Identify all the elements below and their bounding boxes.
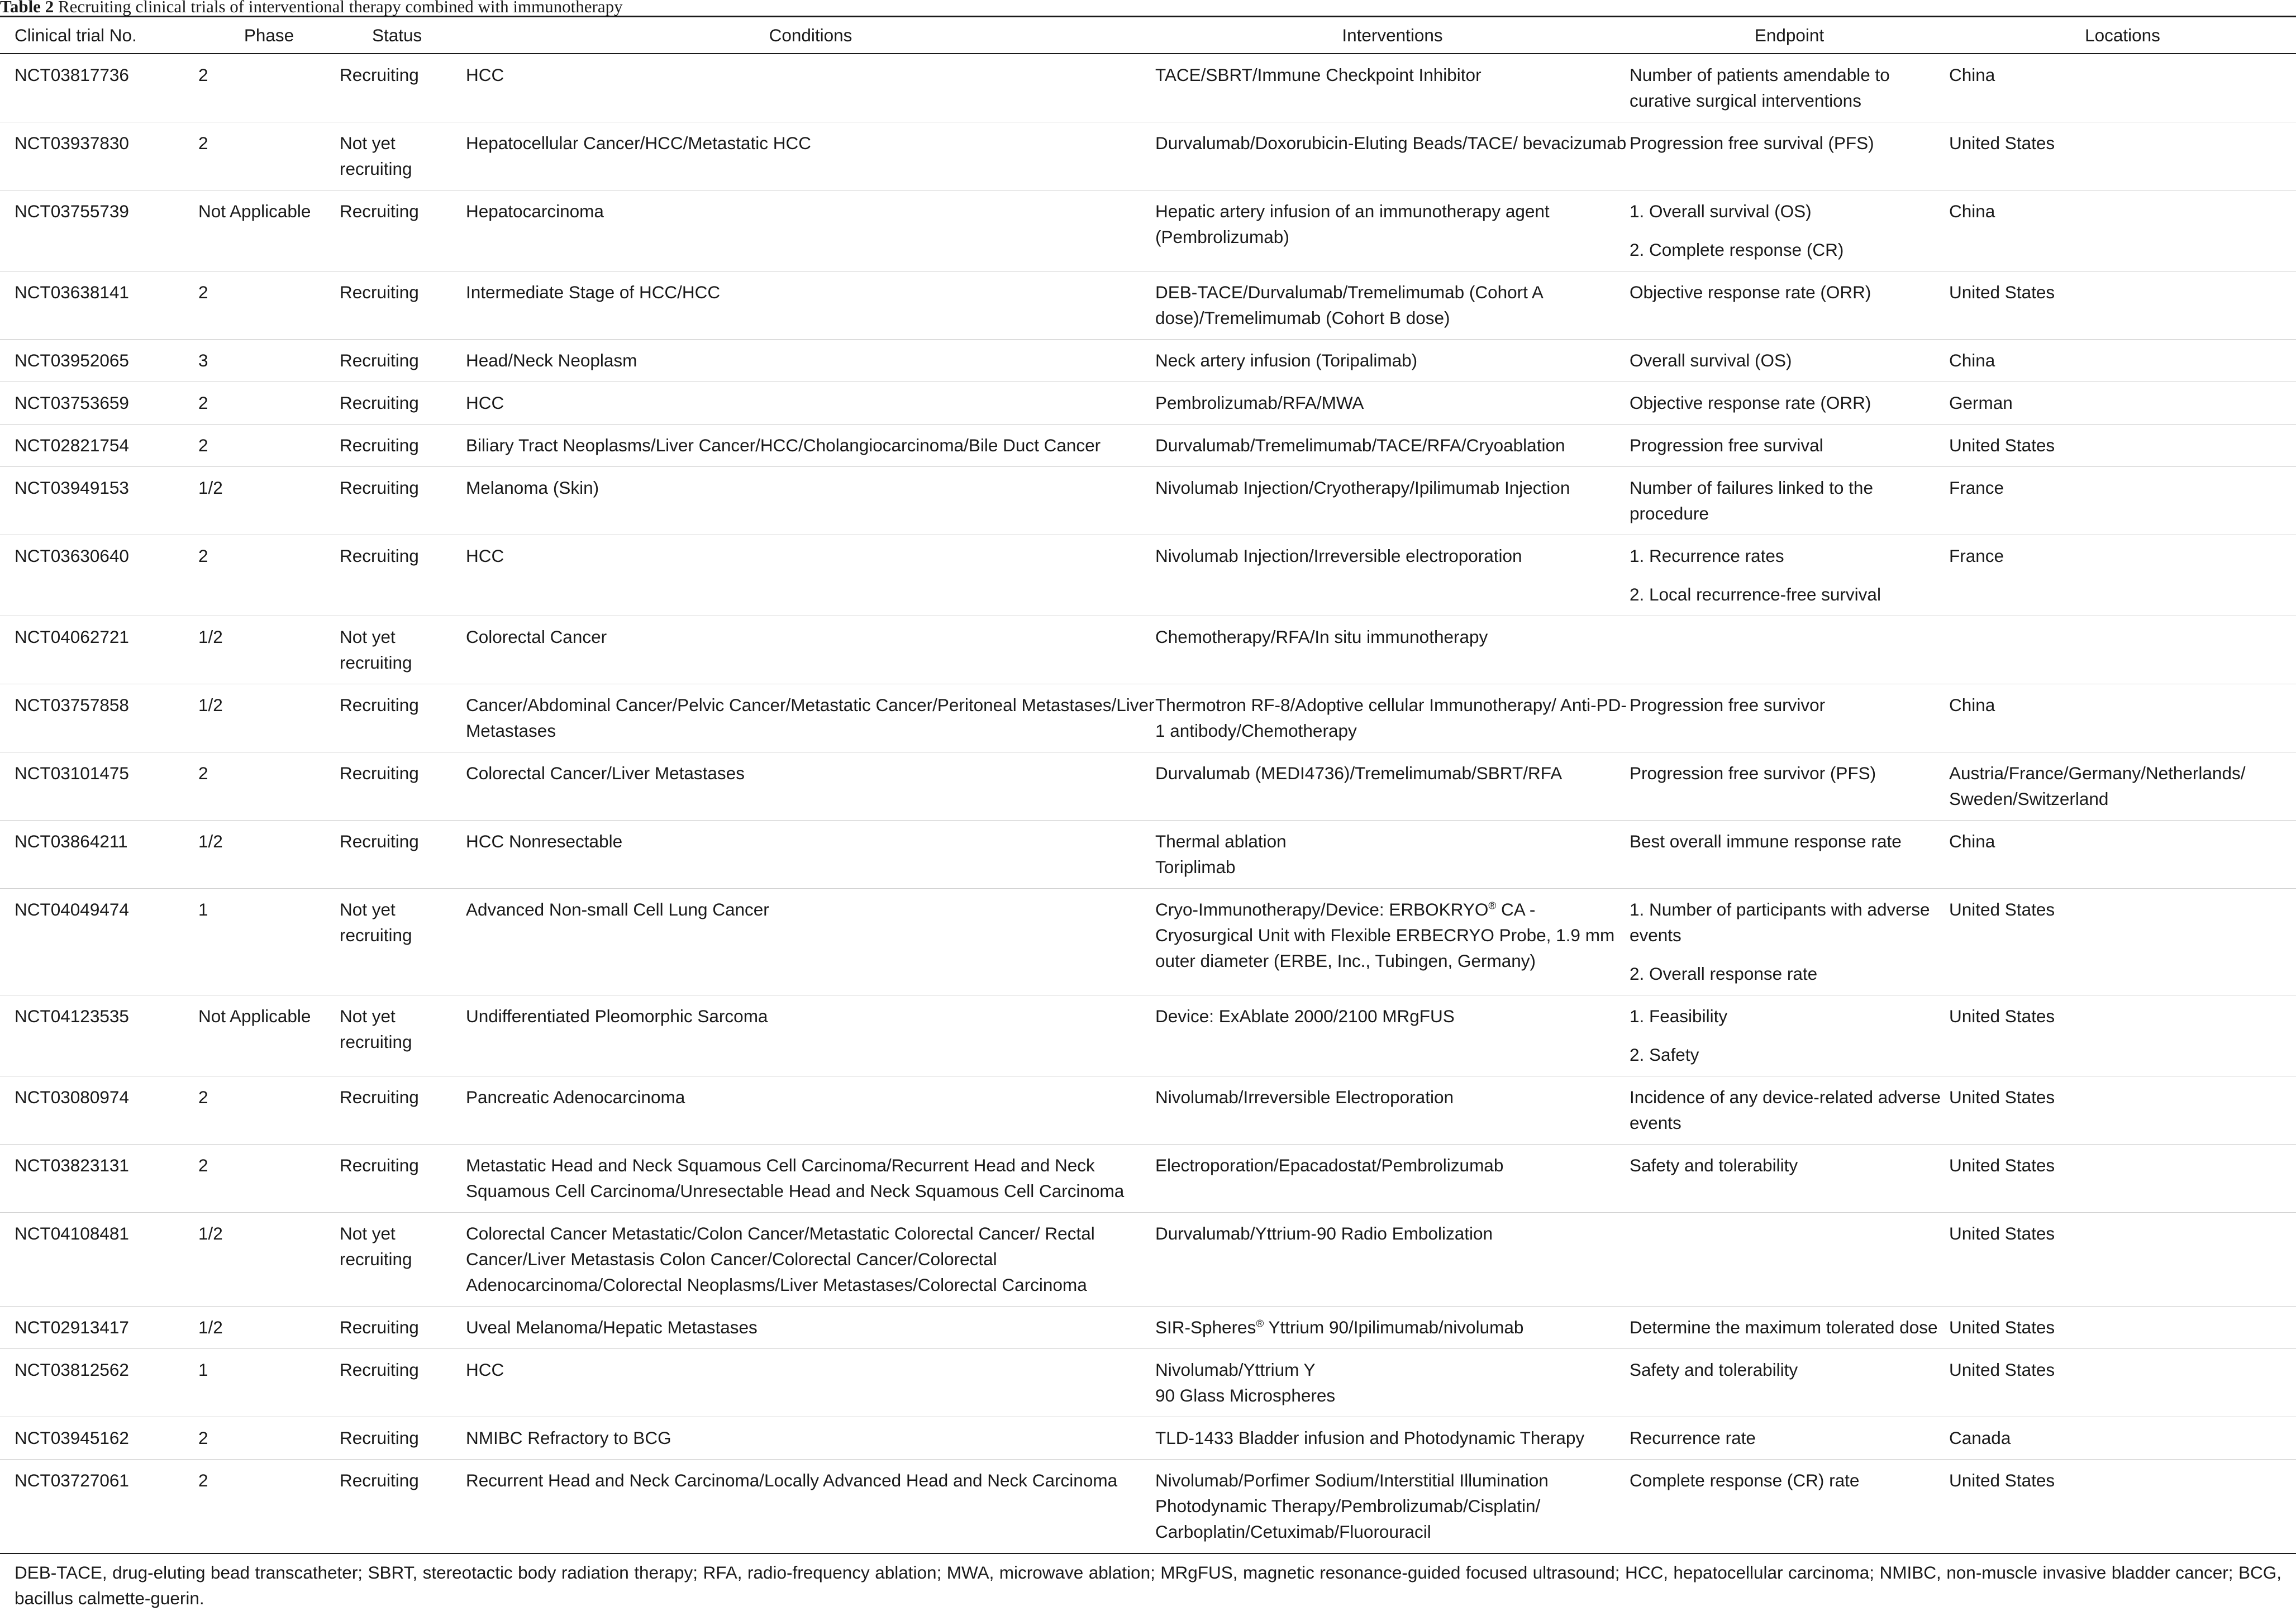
endpoint-item: Complete response (CR) rate (1630, 1470, 1860, 1490)
status-cell: Recruiting (340, 752, 466, 821)
trial-number-cell: NCT03755739 (0, 190, 198, 271)
phase-cell: 2 (198, 271, 340, 340)
registered-mark: ® (1256, 1318, 1264, 1330)
interventions-cell (1155, 190, 1630, 271)
conditions-cell: Hepatocellular Cancer/HCC/Metastatic HCC (466, 122, 1155, 190)
table-row (0, 122, 2296, 190)
status-cell: Recruiting (340, 821, 466, 889)
conditions-cell: Hepatocarcinoma (466, 190, 1155, 271)
interventions-cell (1155, 821, 1630, 889)
endpoint-item: Progression free survival (1630, 435, 1823, 455)
conditions-cell: Colorectal Cancer/Liver Metastases (466, 752, 1155, 821)
locations-cell: China (1949, 190, 2296, 271)
endpoint-cell (1630, 1076, 1949, 1145)
endpoint-cell (1630, 752, 1949, 821)
status-cell: Recruiting (340, 535, 466, 616)
interventions-line: Thermotron RF-8/Adoptive cellular Immunotherapy/ Anti-PD-1 antibody/Chemotherapy (1155, 695, 1627, 741)
endpoint-cell (1630, 1213, 1949, 1307)
locations-cell (1949, 616, 2296, 684)
interventions-line: Nivolumab/Irreversible Electroporation (1155, 1087, 1454, 1107)
endpoint-item: Progression free survivor (PFS) (1630, 763, 1876, 783)
interventions-line: Toriplimab (1155, 857, 1236, 877)
locations-cell: China (1949, 340, 2296, 382)
trial-number-cell: NCT03945162 (0, 1417, 198, 1460)
endpoint-cell (1630, 1349, 1949, 1417)
status-cell: Recruiting (340, 382, 466, 425)
status-cell: Recruiting (340, 340, 466, 382)
endpoint-item: Safety and tolerability (1630, 1155, 1798, 1175)
conditions-cell: HCC (466, 535, 1155, 616)
header-endpoint: Endpoint (1630, 17, 1949, 54)
trial-number-cell: NCT04049474 (0, 889, 198, 995)
endpoint-item: Number of failures linked to the procedure (1630, 478, 1873, 523)
interventions-line: Nivolumab/Porfimer Sodium/Interstitial Illumination Photodynamic Therapy/Pembrolizumab/Cisplatin/ Carboplatin/Cetuximab/Fluorouracil (1155, 1470, 1549, 1542)
trial-number-cell: NCT03817736 (0, 54, 198, 122)
endpoint-cell (1630, 1307, 1949, 1349)
interventions-line: Durvalumab (MEDI4736)/Tremelimumab/SBRT/RFA (1155, 763, 1563, 783)
conditions-cell: Biliary Tract Neoplasms/Liver Cancer/HCC/Cholangiocarcinoma/Bile Duct Cancer (466, 425, 1155, 467)
endpoint-cell (1630, 271, 1949, 340)
table-row (0, 1460, 2296, 1554)
endpoint-cell (1630, 54, 1949, 122)
trial-number-cell: NCT03812562 (0, 1349, 198, 1417)
endpoint-cell (1630, 821, 1949, 889)
locations-cell: United States (1949, 1349, 2296, 1417)
conditions-cell: Pancreatic Adenocarcinoma (466, 1076, 1155, 1145)
interventions-cell (1155, 616, 1630, 684)
locations-cell: China (1949, 821, 2296, 889)
status-cell: Recruiting (340, 271, 466, 340)
locations-cell: United States (1949, 1076, 2296, 1145)
conditions-cell: Intermediate Stage of HCC/HCC (466, 271, 1155, 340)
endpoint-item: 1. Feasibility (1630, 1006, 1728, 1026)
locations-cell: United States (1949, 425, 2296, 467)
phase-cell: 2 (198, 1145, 340, 1213)
table-body (0, 54, 2296, 1553)
interventions-cell (1155, 382, 1630, 425)
table-header (0, 17, 2296, 54)
status-cell: Not yet recruiting (340, 122, 466, 190)
interventions-line: Nivolumab/Yttrium Y (1155, 1360, 1316, 1380)
endpoint-item: 1. Number of participants with adverse events (1630, 899, 1930, 945)
locations-cell: United States (1949, 1460, 2296, 1554)
phase-cell: 2 (198, 535, 340, 616)
interventions-cell (1155, 1213, 1630, 1307)
interventions-line: Pembrolizumab/RFA/MWA (1155, 393, 1364, 413)
status-cell: Not yet recruiting (340, 889, 466, 995)
phase-cell: 2 (198, 752, 340, 821)
endpoint-item: 2. Safety (1630, 1045, 1699, 1065)
status-cell: Recruiting (340, 1349, 466, 1417)
conditions-cell: NMIBC Refractory to BCG (466, 1417, 1155, 1460)
table-row (0, 467, 2296, 535)
interventions-line: Durvalumab/Doxorubicin-Eluting Beads/TACE/ bevacizumab (1155, 133, 1627, 153)
interventions-line: Chemotherapy/RFA/In situ immunotherapy (1155, 627, 1488, 647)
endpoint-cell (1630, 616, 1949, 684)
header-status: Status (340, 17, 466, 54)
locations-cell: China (1949, 684, 2296, 752)
phase-cell: 1/2 (198, 684, 340, 752)
interventions-cell (1155, 889, 1630, 995)
interventions-text: Cryo-Immunotherapy/Device: ERBOKRYO (1155, 899, 1489, 919)
locations-cell: France (1949, 535, 2296, 616)
interventions-cell (1155, 425, 1630, 467)
interventions-line: DEB-TACE/Durvalumab/Tremelimumab (Cohort A dose)/Tremelimumab (Cohort B dose) (1155, 282, 1543, 328)
conditions-cell: Colorectal Cancer Metastatic/Colon Cancer/Metastatic Colorectal Cancer/ Rectal Cancer/Liver Metastasis Colon Cancer/Colorectal Cancer/Colorectal Adenocarcinoma/Colorectal Neoplasms/Liver Metastases/Colorectal Carcinoma (466, 1213, 1155, 1307)
locations-cell: German (1949, 382, 2296, 425)
endpoint-cell (1630, 340, 1949, 382)
phase-cell: 1 (198, 889, 340, 995)
endpoint-cell (1630, 467, 1949, 535)
phase-cell: 2 (198, 54, 340, 122)
trial-number-cell: NCT03630640 (0, 535, 198, 616)
phase-cell: Not Applicable (198, 190, 340, 271)
table-row (0, 752, 2296, 821)
status-cell: Recruiting (340, 1417, 466, 1460)
interventions-cell (1155, 535, 1630, 616)
table-row (0, 1349, 2296, 1417)
table-row (0, 1307, 2296, 1349)
endpoint-item: 1. Recurrence rates (1630, 546, 1784, 566)
endpoint-item: 2. Local recurrence-free survival (1630, 584, 1881, 604)
interventions-line: Nivolumab Injection/Irreversible electroporation (1155, 546, 1522, 566)
interventions-text: CA - Cryosurgical Unit with Flexible ERBECRYO Probe, 1.9 mm outer diameter (ERBE, Inc., Tubingen, Germany) (1155, 899, 1615, 971)
phase-cell: 2 (198, 122, 340, 190)
locations-cell: United States (1949, 995, 2296, 1076)
endpoint-item: Recurrence rate (1630, 1428, 1756, 1448)
interventions-cell (1155, 1417, 1630, 1460)
status-cell: Recruiting (340, 1076, 466, 1145)
phase-cell: 1/2 (198, 616, 340, 684)
endpoint-cell (1630, 889, 1949, 995)
status-cell: Recruiting (340, 425, 466, 467)
interventions-line: TACE/SBRT/Immune Checkpoint Inhibitor (1155, 65, 1482, 85)
table-row (0, 54, 2296, 122)
trial-number-cell: NCT03864211 (0, 821, 198, 889)
phase-cell: 1 (198, 1349, 340, 1417)
endpoint-item: Objective response rate (ORR) (1630, 282, 1871, 302)
interventions-cell (1155, 122, 1630, 190)
phase-cell: 2 (198, 425, 340, 467)
trial-number-cell: NCT03638141 (0, 271, 198, 340)
status-cell: Recruiting (340, 190, 466, 271)
endpoint-cell (1630, 995, 1949, 1076)
locations-cell: United States (1949, 889, 2296, 995)
endpoint-item: Progression free survivor (1630, 695, 1826, 715)
status-cell: Not yet recruiting (340, 995, 466, 1076)
interventions-line: Neck artery infusion (Toripalimab) (1155, 350, 1418, 370)
phase-cell: 2 (198, 1076, 340, 1145)
locations-cell: United States (1949, 271, 2296, 340)
conditions-cell: HCC (466, 382, 1155, 425)
table-row (0, 190, 2296, 271)
endpoint-item: Incidence of any device-related adverse events (1630, 1087, 1941, 1133)
phase-cell: 2 (198, 1460, 340, 1554)
status-cell: Not yet recruiting (340, 616, 466, 684)
interventions-cell (1155, 1145, 1630, 1213)
endpoint-item: 2. Complete response (CR) (1630, 240, 1844, 260)
status-cell: Recruiting (340, 684, 466, 752)
interventions-line: Device: ExAblate 2000/2100 MRgFUS (1155, 1006, 1455, 1026)
endpoint-item: Progression free survival (PFS) (1630, 133, 1874, 153)
table-row (0, 995, 2296, 1076)
endpoint-cell (1630, 684, 1949, 752)
status-cell: Recruiting (340, 1460, 466, 1554)
interventions-cell (1155, 1076, 1630, 1145)
locations-cell: Canada (1949, 1417, 2296, 1460)
table-caption (0, 0, 2296, 16)
locations-cell: China (1949, 54, 2296, 122)
table-row (0, 684, 2296, 752)
conditions-cell: HCC (466, 54, 1155, 122)
conditions-cell: Metastatic Head and Neck Squamous Cell Carcinoma/Recurrent Head and Neck Squamous Cell Carcinoma/Unresectable Head and Neck Squamous Cell Carcinoma (466, 1145, 1155, 1213)
header-row (0, 17, 2296, 54)
phase-cell: 3 (198, 340, 340, 382)
interventions-cell (1155, 340, 1630, 382)
registered-mark: ® (1488, 900, 1497, 912)
table-row (0, 1076, 2296, 1145)
table-row (0, 535, 2296, 616)
trial-number-cell: NCT03937830 (0, 122, 198, 190)
interventions-cell (1155, 752, 1630, 821)
interventions-cell (1155, 1349, 1630, 1417)
locations-cell: United States (1949, 1145, 2296, 1213)
conditions-cell: Cancer/Abdominal Cancer/Pelvic Cancer/Metastatic Cancer/Peritoneal Metastases/Liver Metastases (466, 684, 1155, 752)
status-cell: Recruiting (340, 467, 466, 535)
interventions-cell (1155, 1307, 1630, 1349)
interventions-cell (1155, 467, 1630, 535)
table-row (0, 616, 2296, 684)
table-row (0, 821, 2296, 889)
phase-cell: 1/2 (198, 1307, 340, 1349)
conditions-cell: Head/Neck Neoplasm (466, 340, 1155, 382)
interventions-line: Electroporation/Epacadostat/Pembrolizumab (1155, 1155, 1504, 1175)
trial-number-cell: NCT03949153 (0, 467, 198, 535)
endpoint-item: Safety and tolerability (1630, 1360, 1798, 1380)
endpoint-item: Determine the maximum tolerated dose (1630, 1317, 1938, 1337)
header-phase: Phase (198, 17, 340, 54)
table-row (0, 889, 2296, 995)
interventions-line: Hepatic artery infusion of an immunotherapy agent (Pembrolizumab) (1155, 201, 1550, 247)
endpoint-item: 2. Overall response rate (1630, 964, 1818, 984)
trial-number-cell: NCT03823131 (0, 1145, 198, 1213)
interventions-line: 90 Glass Microspheres (1155, 1385, 1336, 1405)
interventions-text: Yttrium 90/Ipilimumab/nivolumab (1264, 1317, 1524, 1337)
interventions-cell (1155, 684, 1630, 752)
conditions-cell: Recurrent Head and Neck Carcinoma/Locally Advanced Head and Neck Carcinoma (466, 1460, 1155, 1554)
locations-cell: United States (1949, 1213, 2296, 1307)
endpoint-item: Objective response rate (ORR) (1630, 393, 1871, 413)
interventions-line: Thermal ablation (1155, 831, 1287, 851)
status-cell: Not yet recruiting (340, 1213, 466, 1307)
phase-cell: 1/2 (198, 1213, 340, 1307)
trial-number-cell: NCT04123535 (0, 995, 198, 1076)
conditions-cell: HCC (466, 1349, 1155, 1417)
table-row (0, 340, 2296, 382)
table-caption-label: Table 2 (0, 0, 54, 16)
table-row (0, 1213, 2296, 1307)
header-conditions: Conditions (466, 17, 1155, 54)
table-row (0, 425, 2296, 467)
trial-number-cell: NCT03757858 (0, 684, 198, 752)
conditions-cell: Advanced Non-small Cell Lung Cancer (466, 889, 1155, 995)
table-row (0, 382, 2296, 425)
status-cell: Recruiting (340, 54, 466, 122)
table-footnote: DEB-TACE, drug-eluting bead transcatheter; SBRT, stereotactic body radiation therapy; RFA, radio-frequency ablation; MWA, microwave ablation; MRgFUS, magnetic resonance-guided focused ultrasound; HCC, hepatocellular carcinoma; NMIBC, non-muscle invasive bladder cancer; BCG, bacillus calmette-guerin. (15, 1562, 2281, 1608)
trial-number-cell: NCT03101475 (0, 752, 198, 821)
locations-cell: Austria/France/Germany/Netherlands/ Sweden/Switzerland (1949, 752, 2296, 821)
endpoint-item: 1. Overall survival (OS) (1630, 201, 1812, 221)
conditions-cell: Colorectal Cancer (466, 616, 1155, 684)
interventions-line: Durvalumab/Yttrium-90 Radio Embolization (1155, 1223, 1493, 1243)
table-caption-text: Recruiting clinical trials of interventional therapy combined with immunotherapy (58, 0, 623, 16)
phase-cell: Not Applicable (198, 995, 340, 1076)
trial-number-cell: NCT03080974 (0, 1076, 198, 1145)
status-cell: Recruiting (340, 1145, 466, 1213)
endpoint-cell (1630, 1417, 1949, 1460)
header-locations: Locations (1949, 17, 2296, 54)
interventions-cell (1155, 995, 1630, 1076)
conditions-cell: Uveal Melanoma/Hepatic Metastases (466, 1307, 1155, 1349)
status-cell: Recruiting (340, 1307, 466, 1349)
table-row (0, 1417, 2296, 1460)
interventions-cell (1155, 271, 1630, 340)
interventions-line: Durvalumab/Tremelimumab/TACE/RFA/Cryoablation (1155, 435, 1565, 455)
interventions-cell (1155, 54, 1630, 122)
endpoint-item: Overall survival (OS) (1630, 350, 1792, 370)
endpoint-item: Number of patients amendable to curative surgical interventions (1630, 65, 1890, 111)
phase-cell: 2 (198, 382, 340, 425)
endpoint-cell (1630, 122, 1949, 190)
phase-cell: 1/2 (198, 467, 340, 535)
trial-number-cell: NCT02821754 (0, 425, 198, 467)
endpoint-cell (1630, 190, 1949, 271)
interventions-cell (1155, 1460, 1630, 1554)
locations-cell: France (1949, 467, 2296, 535)
endpoint-cell (1630, 1145, 1949, 1213)
trial-number-cell: NCT04062721 (0, 616, 198, 684)
locations-cell: United States (1949, 1307, 2296, 1349)
header-trial-no: Clinical trial No. (0, 17, 198, 54)
trial-number-cell: NCT03727061 (0, 1460, 198, 1554)
endpoint-cell (1630, 1460, 1949, 1554)
conditions-cell: Undifferentiated Pleomorphic Sarcoma (466, 995, 1155, 1076)
interventions-text: SIR-Spheres (1155, 1317, 1256, 1337)
interventions-line: TLD-1433 Bladder infusion and Photodynamic Therapy (1155, 1428, 1585, 1448)
trials-table (0, 16, 2296, 1554)
endpoint-cell (1630, 535, 1949, 616)
endpoint-cell (1630, 425, 1949, 467)
table-row (0, 271, 2296, 340)
locations-cell: United States (1949, 122, 2296, 190)
table-row (0, 1145, 2296, 1213)
trial-number-cell: NCT03753659 (0, 382, 198, 425)
header-interventions: Interventions (1155, 17, 1630, 54)
trial-number-cell: NCT02913417 (0, 1307, 198, 1349)
conditions-cell: Melanoma (Skin) (466, 467, 1155, 535)
endpoint-item: Best overall immune response rate (1630, 831, 1902, 851)
interventions-line: Nivolumab Injection/Cryotherapy/Ipilimumab Injection (1155, 478, 1570, 498)
conditions-cell: HCC Nonresectable (466, 821, 1155, 889)
trial-number-cell: NCT03952065 (0, 340, 198, 382)
phase-cell: 1/2 (198, 821, 340, 889)
endpoint-cell (1630, 382, 1949, 425)
trial-number-cell: NCT04108481 (0, 1213, 198, 1307)
phase-cell: 2 (198, 1417, 340, 1460)
